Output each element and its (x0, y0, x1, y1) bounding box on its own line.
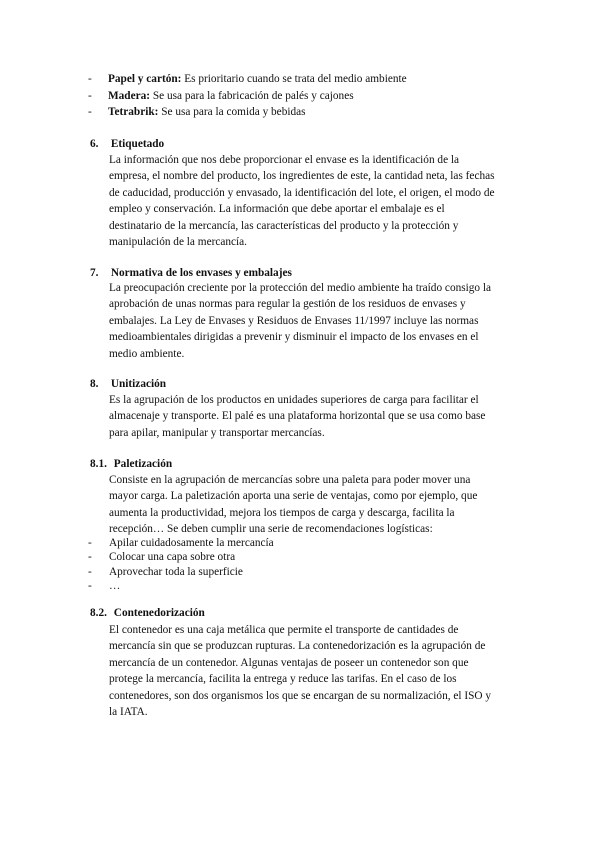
list-text: Colocar una capa sobre otra (109, 551, 236, 563)
section-title: Normativa de los envases y embalajes (110, 267, 292, 279)
paragraph-line: almacenaje y transporte. El palé es una plataforma horizontal que se usa como base (109, 410, 486, 423)
section-heading-7 (90, 265, 292, 281)
section-heading-6 (90, 136, 164, 152)
section-title: Unitización (110, 378, 167, 390)
section-number: 8.2. (90, 607, 107, 619)
section-number: 8. (90, 378, 99, 390)
paragraph-line: empresa, el nombre del producto, los ingredientes de este, la cantidad neta, las fechas (109, 170, 495, 183)
section-number: 7. (90, 267, 99, 279)
section-paragraph-7 (109, 280, 507, 362)
paragraph-line: de caducidad, producción y envasado, la identificación del lote, el origen, el modo de (109, 186, 495, 199)
list-dash: - (88, 551, 92, 563)
list-dash: - (88, 90, 92, 102)
list-term: Madera: (108, 90, 151, 102)
paragraph-line: Consiste en la agrupación de mercancías sobre una paleta para poder mover una (109, 474, 471, 486)
paragraph-line: destinatario de la mercancía, las características del producto y la protección y (109, 219, 459, 232)
list-text: Apilar cuidadosamente la mercancía (109, 537, 274, 549)
list-term: Papel y cartón: (108, 73, 182, 85)
section-number: 8.1. (90, 458, 107, 470)
paragraph-line: manipulación de la mercancía. (109, 236, 248, 249)
paragraph-line: protege la mercancía, facilita la entrega y reduce las tarifas. En el caso de los (109, 673, 457, 686)
list-dash: - (88, 566, 92, 578)
section-heading-8 (90, 376, 166, 392)
section-title: Etiquetado (110, 138, 165, 150)
paragraph-line: mayor carga. La paletización aporta una serie de ventajas, como por ejemplo, que (109, 490, 478, 503)
list-text: Se usa para la fabricación de palés y cajones (150, 90, 354, 102)
list-text: Es prioritario cuando se trata del medio ambiente (181, 73, 407, 85)
paragraph-line: recepción… Se deben cumplir una serie de recomendaciones logísticas: (109, 523, 433, 536)
list-text: Se usa para la comida y bebidas (158, 106, 306, 118)
paragraph-line: medioambientales dirigidas a prevenir y disminuir el impacto de los envases en el (109, 331, 479, 344)
section-title: Contenedorización (113, 607, 205, 619)
paragraph-line: aumenta la productividad, mejora los tiempos de carga y descarga, facilita la (109, 506, 455, 519)
section-paragraph-8-1 (109, 472, 507, 538)
paragraph-line: La información que nos debe proporcionar el envase es la identificación de la (109, 154, 460, 166)
paragraph-line: contenedores, son dos organismos los que se encargan de su normalización, el ISO y (109, 689, 492, 702)
paragraph-line: Es la agrupación de los productos en unidades superiores de carga para facilitar el (109, 394, 479, 406)
list-dash: - (88, 580, 92, 592)
section-paragraph-8-2 (109, 622, 507, 720)
paragraph-line: El contenedor es una caja metálica que permite el transporte de cantidades de (109, 624, 459, 636)
section-title: Paletización (113, 458, 173, 470)
paragraph-line: la IATA. (109, 706, 148, 719)
section-paragraph-8 (109, 392, 507, 441)
paragraph-line: mercancía sin que se produzcan rupturas. La contenedorización es la agrupación de (109, 640, 486, 653)
paragraph-line: La preocupación creciente por la protección del medio ambiente ha traído consigo la (109, 282, 492, 294)
section-heading-8-1 (90, 456, 172, 472)
list-term: Tetrabrik: (108, 106, 159, 118)
paragraph-line: aprobación de unas normas para regular la gestión de los residuos de envases y (109, 298, 466, 311)
section-paragraph-6 (109, 152, 507, 250)
list-text: … (109, 580, 121, 592)
list-text: Aprovechar toda la superficie (109, 566, 243, 578)
paragraph-line: embalajes. La Ley de Envases y Residuos de Envases 11/1997 incluye las normas (109, 314, 479, 327)
list-dash: - (88, 106, 92, 118)
paragraph-line: para apilar, manipular y transportar mercancías. (109, 426, 325, 439)
paragraph-line: empleo y conservación. La información que debe aportar el embalaje es el (109, 203, 445, 216)
section-heading-8-2 (90, 605, 205, 621)
paragraph-line: mercancía de un contenedor. Algunas ventajas de poseer un contenedor son que (109, 656, 469, 669)
paragraph-line: medio ambiente. (109, 347, 185, 360)
list-dash: - (88, 73, 92, 85)
section-number: 6. (90, 138, 99, 150)
list-dash: - (88, 537, 92, 549)
